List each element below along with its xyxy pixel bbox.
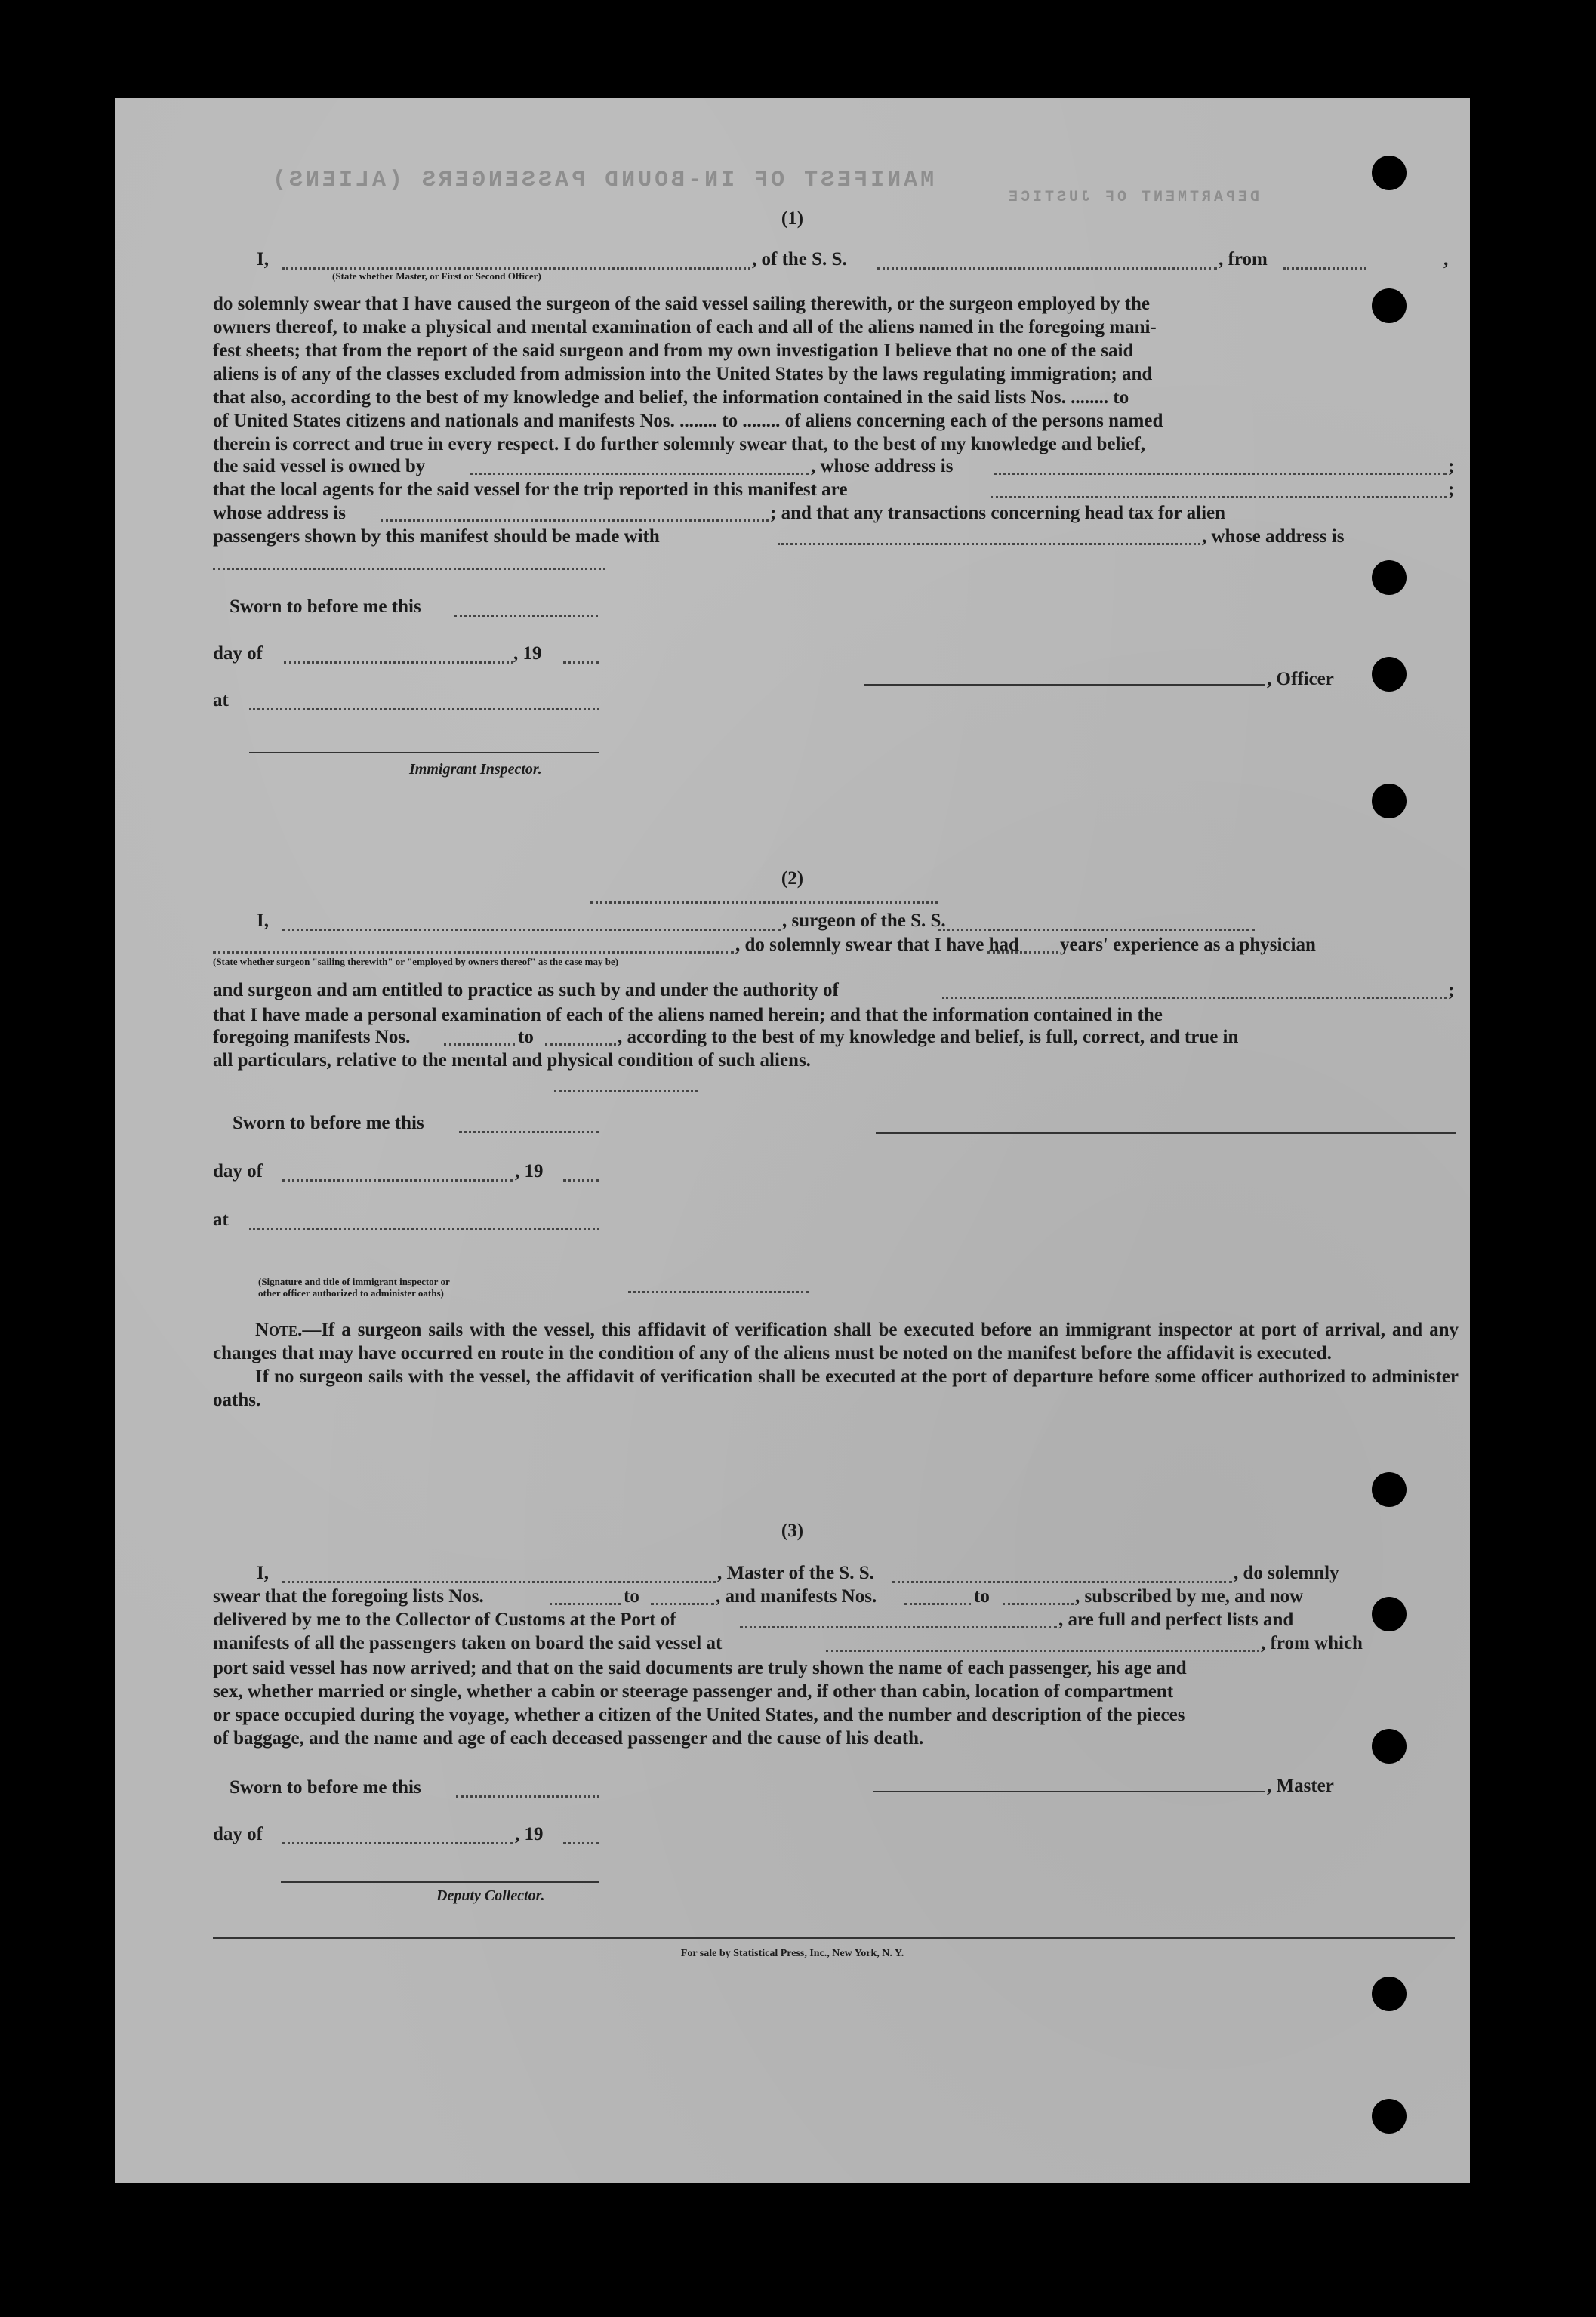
note-label: Note. [255, 1320, 303, 1340]
s3-master-label: , Master [1267, 1776, 1334, 1796]
s3-from-which: , from which [1261, 1633, 1363, 1653]
ghost-dept: DEPARTMENT OF JUSTICE [1006, 189, 1260, 206]
s2-to: to [518, 1027, 534, 1047]
section-2-number: (2) [781, 868, 804, 889]
s3-line: of baggage, and the name and age of each deceased passenger and the cause of his death. [213, 1728, 924, 1749]
s2-sworn-blank [459, 1131, 599, 1133]
section-1-number: (1) [781, 208, 804, 229]
s3-to: to [974, 1586, 990, 1607]
s3-subscribed: , subscribed by me, and now [1075, 1586, 1304, 1607]
s3-to: to [624, 1586, 639, 1607]
s2-year-blank [563, 1179, 599, 1182]
s2-years: years' experience as a physician [1060, 935, 1316, 955]
s3-day-of: day of [213, 1824, 263, 1844]
s1-day-of: day of [213, 643, 263, 664]
s3-manifests-to-blank [1003, 1603, 1074, 1605]
s3-taken: manifests of all the passengers taken on board the said vessel at [213, 1633, 723, 1653]
s3-year: , 19 [515, 1824, 544, 1844]
s2-surgeon-of-ss: , surgeon of the S. S. [782, 910, 946, 931]
s3-ship-blank [892, 1581, 1232, 1583]
s2-nos-blank [444, 1043, 515, 1046]
punch-hole [1372, 560, 1407, 595]
s3-lists-blank [550, 1603, 621, 1605]
s3-delivered: delivered by me to the Collector of Customs at the Port of [213, 1610, 676, 1630]
s2-line: foregoing manifests Nos. [213, 1027, 411, 1047]
s3-sworn-blank [456, 1795, 599, 1798]
s1-whose-address-is: whose address is [213, 503, 346, 523]
s1-line: fest sheets; that from the report of the said surgeon and from my own investigation I believe that no one of the said [213, 340, 1134, 361]
s1-ship-blank [877, 267, 1217, 270]
s1-year: , 19 [513, 643, 542, 664]
s2-at-blank [249, 1228, 599, 1230]
s2-day-of: day of [213, 1161, 263, 1182]
s2-sig-hint: other officer authorized to administer oaths) [258, 1287, 444, 1299]
s2-top-dots [590, 901, 938, 904]
s1-semicolon: ; [1448, 479, 1455, 500]
s3-port-blank [740, 1626, 1057, 1628]
s1-passengers-shown: passengers shown by this manifest should be made with [213, 526, 660, 547]
s3-day-blank [282, 1842, 513, 1844]
s1-headtax-blank [778, 543, 1200, 545]
s3-sworn: Sworn to before me this [230, 1777, 421, 1798]
s3-manifests: , and manifests Nos. [716, 1586, 877, 1607]
s2-years-blank [987, 951, 1058, 954]
s3-i: I, [257, 1563, 269, 1583]
s1-line: therein is correct and true in every respect. I do further solemnly swear that, to the best of my knowledge and belief, [213, 434, 1146, 454]
s3-lists-to-blank [651, 1603, 714, 1605]
s1-day-blank [284, 661, 513, 664]
s2-line: all particulars, relative to the mental and physical condition of such aliens. [213, 1050, 811, 1071]
s1-line: of United States citizens and nationals and manifests Nos. ........ to ........ of aliens concerning each of the persons named [213, 411, 1163, 431]
punch-hole [1372, 1977, 1407, 2011]
s3-deputy-line [281, 1881, 599, 1883]
s1-i: I, [257, 249, 269, 270]
s2-day-blank [282, 1179, 513, 1182]
s1-inspector-label: Immigrant Inspector. [409, 761, 542, 778]
s2-to-blank [545, 1043, 616, 1046]
s1-whose-address: , whose address is [811, 456, 954, 476]
s2-semicolon: ; [1448, 980, 1455, 1000]
s3-deputy-label: Deputy Collector. [436, 1887, 545, 1904]
s3-line: or space occupied during the voyage, whether a citizen of the United States, and the number and description of the pieces [213, 1705, 1185, 1725]
s2-i: I, [257, 910, 269, 931]
s1-comma: , [1443, 249, 1449, 270]
s1-from: , from [1219, 249, 1268, 270]
footer-printer: For sale by Statistical Press, Inc., New York, N. Y. [680, 1948, 904, 1959]
s1-head-tax: ; and that any transactions concerning head tax for alien [770, 503, 1226, 523]
s1-owner-address-blank [994, 473, 1447, 475]
punch-hole [1372, 2099, 1407, 2134]
s1-agents-blank [991, 496, 1447, 498]
s1-agents-address-blank [381, 519, 769, 522]
s2-signature-line [876, 1132, 1456, 1134]
s3-full-perfect: , are full and perfect lists and [1058, 1610, 1294, 1630]
punch-hole [1372, 1597, 1407, 1631]
s1-line: do solemnly swear that I have caused the surgeon of the said vessel sailing therewith, or the surgeon employed by the [213, 294, 1150, 314]
s2-surgeon-type-blank [213, 951, 734, 954]
s3-body [213, 1656, 1459, 1750]
s1-line: that also, according to the best of my knowledge and belief, the information contained in the said lists Nos. ........ to [213, 387, 1129, 408]
note-p1 [213, 1318, 1459, 1365]
s3-lists: swear that the foregoing lists Nos. [213, 1586, 484, 1607]
s3-manifests-blank [904, 1603, 971, 1605]
punch-hole [1372, 156, 1407, 190]
s2-surgeon-name-blank [282, 929, 781, 931]
s3-taken-blank [826, 1650, 1259, 1652]
punch-hole [1372, 784, 1407, 818]
s1-inspector-line [249, 752, 599, 753]
s2-line: and surgeon and am entitled to practice as such by and under the authority of [213, 980, 839, 1000]
s3-master-blank [282, 1581, 716, 1583]
s1-of-ss: , of the S. S. [752, 249, 847, 270]
ghost-title: MANIFEST OF IN-BOUND PASSENGERS (ALIENS) [270, 168, 935, 193]
s2-line: that I have made a personal examination of each of the aliens named herein; and that the information contained in the [213, 1005, 1163, 1025]
note-block [213, 1318, 1459, 1412]
s1-year-blank [563, 661, 599, 664]
s2-sig-dots [628, 1291, 809, 1293]
s1-local-agents: that the local agents for the said vessel for the trip reported in this manifest are [213, 479, 848, 500]
section-3-number: (3) [781, 1521, 804, 1541]
s3-master-line [873, 1791, 1265, 1792]
s2-ship-blank [938, 929, 1255, 931]
s1-officer-hint: (State whether Master, or First or Second Officer) [332, 270, 541, 282]
s2-sworn: Sworn to before me this [233, 1113, 424, 1133]
s1-headtax-address-blank [213, 568, 605, 570]
s1-officer-blank [282, 267, 750, 270]
note-text: —If a surgeon sails with the vessel, this affidavit of verification shall be executed before an immigrant inspector at port of arrival, and any changes that may have occurred en route in the condition of any of the aliens must be noted on the manifest before the affidavit is executed. [213, 1320, 1459, 1363]
s2-surgeon-hint: (State whether surgeon "sailing therewith" or "employed by owners thereof" as the case may be) [213, 956, 619, 967]
note-p2: If no surgeon sails with the vessel, the affidavit of verification shall be executed at the port of departure before some officer authorized to administer oaths. [213, 1366, 1459, 1410]
s2-body [213, 1003, 1459, 1027]
s1-semicolon: ; [1448, 456, 1455, 476]
s1-owned-by: the said vessel is owned by [213, 456, 426, 476]
footer-rule [213, 1937, 1455, 1939]
s3-master-of: , Master of the S. S. [717, 1563, 874, 1583]
s1-line: aliens is of any of the classes excluded from admission into the United States by the laws regulating immigration; and [213, 364, 1153, 384]
s1-sworn-blank [454, 615, 598, 617]
s1-from-blank [1283, 267, 1366, 270]
s3-line: port said vessel has now arrived; and that on the said documents are truly shown the name of each passenger, his age and [213, 1658, 1187, 1678]
s2-line: , according to the best of my knowledge and belief, is full, correct, and true in [618, 1027, 1239, 1047]
s2-authority-blank [942, 997, 1447, 999]
s3-line: sex, whether married or single, whether a cabin or steerage passenger and, if other than cabin, location of compartment [213, 1681, 1174, 1702]
s1-body [213, 292, 1459, 456]
s1-whose-address-end: , whose address is [1202, 526, 1345, 547]
s1-at: at [213, 690, 229, 710]
s3-solemnly: , do solemnly [1234, 1563, 1339, 1583]
s2-year: , 19 [515, 1161, 544, 1182]
s1-owner-blank [470, 473, 809, 475]
s3-year-blank [563, 1842, 599, 1844]
s2-solemnly: , do solemnly swear that I have had [735, 935, 1019, 955]
s2-after-dots [554, 1090, 698, 1092]
s2-at: at [213, 1209, 229, 1230]
s1-at-blank [249, 708, 599, 710]
punch-hole [1372, 657, 1407, 692]
manifest-page [115, 98, 1470, 2183]
s1-officer-label: , Officer [1267, 669, 1334, 689]
s1-sworn: Sworn to before me this [230, 596, 421, 617]
punch-hole [1372, 1472, 1407, 1507]
s1-officer-line [864, 684, 1265, 686]
s2-sig-hint: (Signature and title of immigrant inspector or [258, 1276, 450, 1287]
s1-line: owners thereof, to make a physical and mental examination of each and all of the aliens named in the foregoing mani- [213, 317, 1157, 337]
